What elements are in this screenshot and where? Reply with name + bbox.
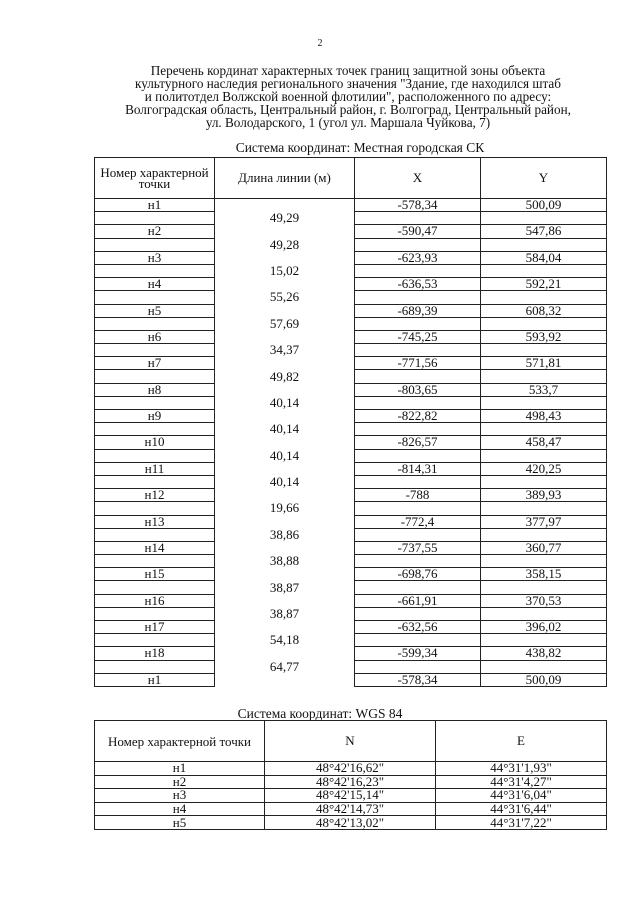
table-row xyxy=(95,383,607,396)
x-cell: -590,47 xyxy=(355,225,481,238)
line-length-cell xyxy=(215,357,355,370)
y-cell: 500,09 xyxy=(481,673,607,686)
x-cell: -745,25 xyxy=(355,330,481,343)
x-cell: -689,39 xyxy=(355,304,481,317)
y-cell: 360,77 xyxy=(481,541,607,554)
line-length-cell: 38,86 xyxy=(215,528,355,541)
line-length-cell: 40,14 xyxy=(215,396,355,409)
table-row xyxy=(95,278,607,291)
point-number-cell: н1 xyxy=(95,762,265,776)
point-number-cell: н12 xyxy=(95,489,215,502)
table-row xyxy=(95,410,607,423)
point-number-cell: н10 xyxy=(95,436,215,449)
line-length-cell xyxy=(215,673,355,686)
y-cell: 420,25 xyxy=(481,462,607,475)
longitude-cell: 44°31'4,27" xyxy=(436,775,607,789)
line-length-cell: 40,14 xyxy=(215,449,355,462)
longitude-cell: 44°31'1,93" xyxy=(436,762,607,776)
table-row xyxy=(95,621,607,634)
wgs84-coordinates-table xyxy=(94,720,607,830)
y-cell: 458,47 xyxy=(481,436,607,449)
table-row xyxy=(95,802,607,816)
line-length-cell: 38,87 xyxy=(215,607,355,620)
local-table-body xyxy=(95,199,607,687)
x-cell: -636,53 xyxy=(355,278,481,291)
point-number-cell: н9 xyxy=(95,410,215,423)
point-number-cell: н4 xyxy=(95,278,215,291)
header-e: E xyxy=(436,721,607,762)
table-row xyxy=(95,436,607,449)
latitude-cell: 48°42'14,73" xyxy=(265,802,436,816)
line-length-cell: 49,82 xyxy=(215,370,355,383)
y-cell: 498,43 xyxy=(481,410,607,423)
point-number-cell: н5 xyxy=(95,816,265,830)
point-number-cell: н13 xyxy=(95,515,215,528)
header-x: X xyxy=(355,158,481,199)
latitude-cell: 48°42'16,62" xyxy=(265,762,436,776)
point-number-cell: н2 xyxy=(95,775,265,789)
point-number-cell: н18 xyxy=(95,647,215,660)
table-row xyxy=(95,330,607,343)
x-cell: -826,57 xyxy=(355,436,481,449)
y-cell: 571,81 xyxy=(481,357,607,370)
x-cell: -771,56 xyxy=(355,357,481,370)
point-number-cell: н1 xyxy=(95,199,215,212)
x-cell: -814,31 xyxy=(355,462,481,475)
title-line: ул. Володарского, 1 (угол ул. Маршала Чуйкова, 7) xyxy=(205,115,491,130)
title-line: культурного наследия регионального значения "Здание, где находился штаб xyxy=(134,76,561,91)
line-length-cell: 54,18 xyxy=(215,634,355,647)
x-cell: -822,82 xyxy=(355,410,481,423)
wgs-table-caption: Система координат: WGS 84 xyxy=(237,706,403,721)
line-length-cell: 57,69 xyxy=(215,317,355,330)
local-coordinates-table xyxy=(94,157,607,687)
table-row xyxy=(95,199,607,212)
y-cell: 608,32 xyxy=(481,304,607,317)
point-number-cell: н7 xyxy=(95,357,215,370)
table-row xyxy=(95,225,607,238)
line-length-cell: 15,02 xyxy=(215,264,355,277)
header-line-length: Длина линии (м) xyxy=(215,158,355,199)
line-length-cell: 49,29 xyxy=(215,212,355,225)
x-cell: -578,34 xyxy=(355,199,481,212)
table-row xyxy=(95,489,607,502)
y-cell: 584,04 xyxy=(481,251,607,264)
line-length-cell: 38,88 xyxy=(215,555,355,568)
latitude-cell: 48°42'15,14" xyxy=(265,789,436,803)
line-length-cell: 40,14 xyxy=(215,475,355,488)
y-cell: 377,97 xyxy=(481,515,607,528)
header-point-number: Номер характерной точки xyxy=(95,721,265,762)
point-number-cell: н14 xyxy=(95,541,215,554)
header-y: Y xyxy=(481,158,607,199)
line-length-cell: 19,66 xyxy=(215,502,355,515)
table-row xyxy=(95,515,607,528)
table-row xyxy=(95,568,607,581)
table-row xyxy=(95,673,607,686)
header-n: N xyxy=(265,721,436,762)
y-cell: 370,53 xyxy=(481,594,607,607)
table-row xyxy=(95,541,607,554)
point-number-cell: н17 xyxy=(95,621,215,634)
wgs-table-body xyxy=(95,762,607,830)
table-row xyxy=(95,647,607,660)
title-line: и политотдел Волжской военной флотилии", расположенного по адресу: xyxy=(144,89,552,104)
point-number-cell: н15 xyxy=(95,568,215,581)
y-cell: 358,15 xyxy=(481,568,607,581)
x-cell: -698,76 xyxy=(355,568,481,581)
point-number-cell: н3 xyxy=(95,789,265,803)
x-cell: -578,34 xyxy=(355,673,481,686)
point-number-cell: н3 xyxy=(95,251,215,264)
table-row xyxy=(95,594,607,607)
x-cell: -737,55 xyxy=(355,541,481,554)
title-line: Волгоградская область, Центральный район, г. Волгоград, Центральный район, xyxy=(125,102,571,117)
point-number-cell: н16 xyxy=(95,594,215,607)
line-length-cell: 38,87 xyxy=(215,581,355,594)
title-line: Перечень кординат характерных точек границ защитной зоны объекта xyxy=(150,63,546,78)
point-number-cell: н11 xyxy=(95,462,215,475)
table-row xyxy=(95,816,607,830)
line-length-cell: 55,26 xyxy=(215,291,355,304)
y-cell: 592,21 xyxy=(481,278,607,291)
table-row xyxy=(95,251,607,264)
longitude-cell: 44°31'7,22" xyxy=(436,816,607,830)
y-cell: 389,93 xyxy=(481,489,607,502)
y-cell: 547,86 xyxy=(481,225,607,238)
table-row xyxy=(95,304,607,317)
line-length-cell: 34,37 xyxy=(215,344,355,357)
x-cell: -632,56 xyxy=(355,621,481,634)
x-cell: -623,93 xyxy=(355,251,481,264)
y-cell: 438,82 xyxy=(481,647,607,660)
local-table-caption: Система координат: Местная городская СК xyxy=(235,140,485,155)
y-cell: 533,7 xyxy=(481,383,607,396)
x-cell: -661,91 xyxy=(355,594,481,607)
page-number: 2 xyxy=(317,38,323,49)
x-cell: -803,65 xyxy=(355,383,481,396)
latitude-cell: 48°42'16,23" xyxy=(265,775,436,789)
point-number-cell: н6 xyxy=(95,330,215,343)
line-length-cell: 64,77 xyxy=(215,660,355,673)
table-row xyxy=(95,462,607,475)
y-cell: 396,02 xyxy=(481,621,607,634)
point-number-cell: н2 xyxy=(95,225,215,238)
line-length-cell: 49,28 xyxy=(215,238,355,251)
y-cell: 500,09 xyxy=(481,199,607,212)
point-number-cell: н8 xyxy=(95,383,215,396)
longitude-cell: 44°31'6,44" xyxy=(436,802,607,816)
point-number-cell: н1 xyxy=(95,673,215,686)
line-length-cell: 40,14 xyxy=(215,423,355,436)
latitude-cell: 48°42'13,02" xyxy=(265,816,436,830)
document-title xyxy=(70,64,626,129)
x-cell: -788 xyxy=(355,489,481,502)
longitude-cell: 44°31'6,04" xyxy=(436,789,607,803)
point-number-cell: н5 xyxy=(95,304,215,317)
point-number-cell: н4 xyxy=(95,802,265,816)
line-length-cell xyxy=(215,568,355,581)
header-point-number: Номер характерной точки xyxy=(95,158,215,199)
x-cell: -599,34 xyxy=(355,647,481,660)
y-cell: 593,92 xyxy=(481,330,607,343)
table-row xyxy=(95,357,607,370)
x-cell: -772,4 xyxy=(355,515,481,528)
